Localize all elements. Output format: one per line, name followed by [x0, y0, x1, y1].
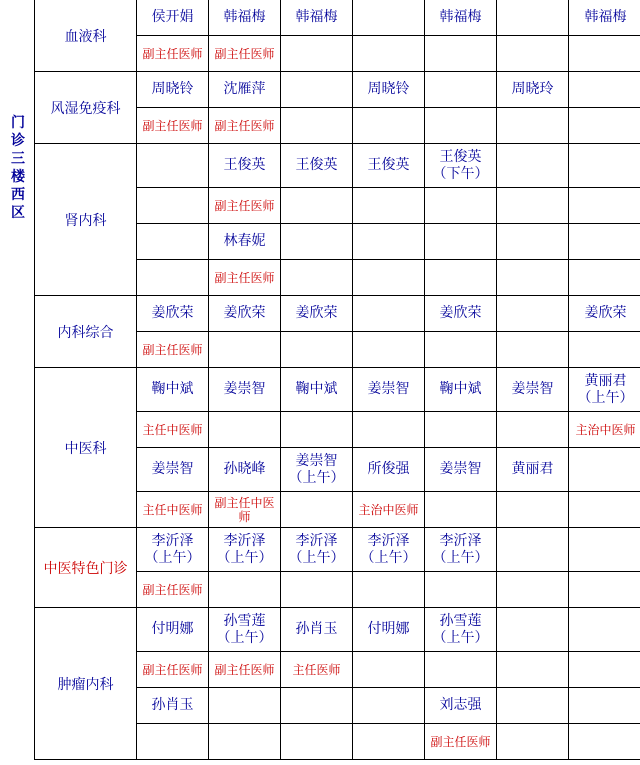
- doctor-name: 姜崇智: [353, 368, 425, 412]
- doctor-title: [209, 572, 281, 608]
- table-row: [35, 368, 640, 412]
- doctor-title: [497, 332, 569, 368]
- doctor-name: [569, 528, 640, 572]
- doctor-name: [209, 688, 281, 724]
- doctor-name: [353, 0, 425, 36]
- doctor-name: 孙雪莲: [223, 612, 266, 629]
- doctor-title: [425, 108, 497, 144]
- doctor-title: [353, 724, 425, 760]
- doctor-title: [281, 108, 353, 144]
- table-row: [35, 144, 640, 188]
- doctor-name: [569, 448, 640, 492]
- doctor-title: [425, 332, 497, 368]
- doctor-title: [137, 188, 209, 224]
- doctor-title: [497, 492, 569, 528]
- doctor-name: [281, 224, 353, 260]
- session-note: （上午）: [216, 629, 273, 646]
- table-row: [35, 72, 640, 108]
- doctor-name: [497, 528, 569, 572]
- table-row: [35, 296, 640, 332]
- doctor-title: [425, 412, 497, 448]
- doctor-title: [137, 724, 209, 760]
- dept-tcm: 中医科: [35, 368, 137, 528]
- doctor-title: 副主任医师: [209, 188, 281, 224]
- doctor-name: 姜欣荣: [137, 296, 209, 332]
- doctor-name: 姜崇智: [295, 452, 338, 469]
- doctor-title: 副主任医师: [209, 36, 281, 72]
- doctor-title: [281, 36, 353, 72]
- doctor-name: 韩福梅: [281, 0, 353, 36]
- schedule-table: [34, 0, 640, 760]
- doctor-name: 付明娜: [137, 608, 209, 652]
- doctor-title: [569, 188, 640, 224]
- doctor-title: 副主任医师: [209, 260, 281, 296]
- doctor-title: [425, 36, 497, 72]
- dept-nephrology: 肾内科: [35, 144, 137, 296]
- doctor-name: 周晓玲: [497, 72, 569, 108]
- doctor-name: 鞠中斌: [425, 368, 497, 412]
- dept-rheumatology: 风湿免疫科: [35, 72, 137, 144]
- doctor-title: 副主任中医师: [209, 492, 281, 528]
- doctor-name: 李沂泽: [223, 532, 266, 549]
- doctor-title: [569, 108, 640, 144]
- doctor-title: [497, 108, 569, 144]
- doctor-title: [497, 260, 569, 296]
- doctor-title: [497, 36, 569, 72]
- dept-oncology: 肿瘤内科: [35, 608, 137, 760]
- doctor-name: 李沂泽: [367, 532, 410, 549]
- doctor-name: 鞠中斌: [137, 368, 209, 412]
- doctor-title: [569, 724, 640, 760]
- doctor-title: [569, 492, 640, 528]
- session-note: （上午）: [288, 549, 345, 566]
- doctor-name: 周晓铃: [353, 72, 425, 108]
- doctor-name: [137, 144, 209, 188]
- doctor-title: [425, 188, 497, 224]
- doctor-title: [281, 572, 353, 608]
- doctor-name: [353, 296, 425, 332]
- doctor-name: 所俊强: [353, 448, 425, 492]
- doctor-name-cell: [137, 528, 209, 572]
- dept-hematology: 血液科: [35, 0, 137, 72]
- doctor-title: [425, 572, 497, 608]
- doctor-name: [497, 688, 569, 724]
- doctor-name-cell: [569, 368, 640, 412]
- doctor-title: [281, 260, 353, 296]
- doctor-title: [497, 412, 569, 448]
- doctor-name: [497, 224, 569, 260]
- doctor-name: [353, 688, 425, 724]
- doctor-name: [425, 224, 497, 260]
- doctor-name: 姜崇智: [209, 368, 281, 412]
- doctor-title: [137, 260, 209, 296]
- doctor-name: [137, 224, 209, 260]
- doctor-name-cell: [209, 528, 281, 572]
- session-note: （上午）: [216, 549, 273, 566]
- doctor-name: 黄丽君: [584, 372, 627, 389]
- session-note: （上午）: [577, 389, 634, 406]
- doctor-name: 韩福梅: [425, 0, 497, 36]
- dept-tcm-special: 中医特色门诊: [35, 528, 137, 608]
- area-label: 门诊三楼西区: [11, 115, 25, 221]
- doctor-name: 姜欣荣: [281, 296, 353, 332]
- doctor-name-cell: [209, 608, 281, 652]
- doctor-name-cell: [353, 528, 425, 572]
- doctor-title: 主任医师: [281, 652, 353, 688]
- doctor-title: [569, 332, 640, 368]
- dept-internal-general: 内科综合: [35, 296, 137, 368]
- doctor-name: [281, 688, 353, 724]
- doctor-name: [569, 72, 640, 108]
- doctor-name: 侯开娟: [137, 0, 209, 36]
- doctor-title: [281, 332, 353, 368]
- doctor-title: 副主任医师: [137, 652, 209, 688]
- doctor-name: 王俊英: [281, 144, 353, 188]
- doctor-title: [569, 652, 640, 688]
- doctor-title: [209, 332, 281, 368]
- doctor-name: 刘志强: [425, 688, 497, 724]
- doctor-name: 李沂泽: [439, 532, 482, 549]
- doctor-name: 姜欣荣: [569, 296, 640, 332]
- doctor-name-cell: [425, 608, 497, 652]
- doctor-name: [497, 144, 569, 188]
- doctor-title: [425, 260, 497, 296]
- doctor-title: 副主任医师: [209, 108, 281, 144]
- doctor-name: 李沂泽: [295, 532, 338, 549]
- doctor-name: 姜崇智: [497, 368, 569, 412]
- doctor-title: 主治中医师: [353, 492, 425, 528]
- doctor-name: 王俊英: [439, 148, 482, 165]
- doctor-title: [569, 572, 640, 608]
- doctor-title: [353, 260, 425, 296]
- doctor-name: 姜崇智: [137, 448, 209, 492]
- doctor-title: [281, 724, 353, 760]
- doctor-name-cell: [281, 528, 353, 572]
- doctor-name: 姜欣荣: [209, 296, 281, 332]
- doctor-title: [497, 572, 569, 608]
- doctor-title: [353, 108, 425, 144]
- doctor-name: [569, 224, 640, 260]
- doctor-title: 主治中医师: [569, 412, 640, 448]
- doctor-title: 主任中医师: [137, 492, 209, 528]
- area-column: [0, 0, 34, 765]
- doctor-name: 孙肖玉: [137, 688, 209, 724]
- session-note: （上午）: [360, 549, 417, 566]
- doctor-name: 姜崇智: [425, 448, 497, 492]
- doctor-title: 副主任医师: [137, 36, 209, 72]
- doctor-title: 副主任医师: [137, 572, 209, 608]
- doctor-title: [281, 492, 353, 528]
- doctor-name: [569, 144, 640, 188]
- doctor-title: 副主任医师: [137, 332, 209, 368]
- doctor-title: [569, 260, 640, 296]
- doctor-title: [353, 188, 425, 224]
- doctor-title: [209, 724, 281, 760]
- session-note: （上午）: [144, 549, 201, 566]
- doctor-name-cell: [281, 448, 353, 492]
- doctor-name: [569, 688, 640, 724]
- doctor-title: [353, 572, 425, 608]
- doctor-title: [353, 412, 425, 448]
- table-row: [35, 528, 640, 572]
- table-row: [35, 0, 640, 36]
- doctor-name: 韩福梅: [569, 0, 640, 36]
- doctor-name-cell: [425, 528, 497, 572]
- doctor-name: [497, 0, 569, 36]
- doctor-name: 孙肖玉: [281, 608, 353, 652]
- doctor-name: [281, 72, 353, 108]
- doctor-title: 副主任医师: [137, 108, 209, 144]
- session-note: （上午）: [432, 629, 489, 646]
- doctor-title: [353, 36, 425, 72]
- doctor-title: [353, 652, 425, 688]
- doctor-name: 孙雪莲: [439, 612, 482, 629]
- doctor-name: 鞠中斌: [281, 368, 353, 412]
- doctor-name: 林春妮: [209, 224, 281, 260]
- doctor-name: 付明娜: [353, 608, 425, 652]
- table-row: [35, 608, 640, 652]
- doctor-title: [281, 412, 353, 448]
- doctor-name: [497, 608, 569, 652]
- doctor-name: 韩福梅: [209, 0, 281, 36]
- doctor-name: 黄丽君: [497, 448, 569, 492]
- doctor-name: [497, 296, 569, 332]
- doctor-name: 王俊英: [209, 144, 281, 188]
- doctor-title: [497, 188, 569, 224]
- doctor-name: 孙晓峰: [209, 448, 281, 492]
- doctor-name-cell: [425, 144, 497, 188]
- doctor-name: 李沂泽: [151, 532, 194, 549]
- session-note: （上午）: [432, 549, 489, 566]
- doctor-title: [497, 652, 569, 688]
- doctor-name: 王俊英: [353, 144, 425, 188]
- doctor-title: 主任中医师: [137, 412, 209, 448]
- doctor-name: 沈雁萍: [209, 72, 281, 108]
- doctor-name: [425, 72, 497, 108]
- doctor-name: [353, 224, 425, 260]
- session-note: （下午）: [432, 165, 489, 182]
- doctor-title: 副主任医师: [425, 724, 497, 760]
- doctor-title: [497, 724, 569, 760]
- doctor-name: 周晓铃: [137, 72, 209, 108]
- doctor-title: [209, 412, 281, 448]
- doctor-title: [353, 332, 425, 368]
- doctor-name: [569, 608, 640, 652]
- session-note: （上午）: [288, 469, 345, 486]
- doctor-name: 姜欣荣: [425, 296, 497, 332]
- doctor-title: 副主任医师: [209, 652, 281, 688]
- doctor-title: [569, 36, 640, 72]
- doctor-title: [281, 188, 353, 224]
- doctor-title: [425, 652, 497, 688]
- doctor-title: [425, 492, 497, 528]
